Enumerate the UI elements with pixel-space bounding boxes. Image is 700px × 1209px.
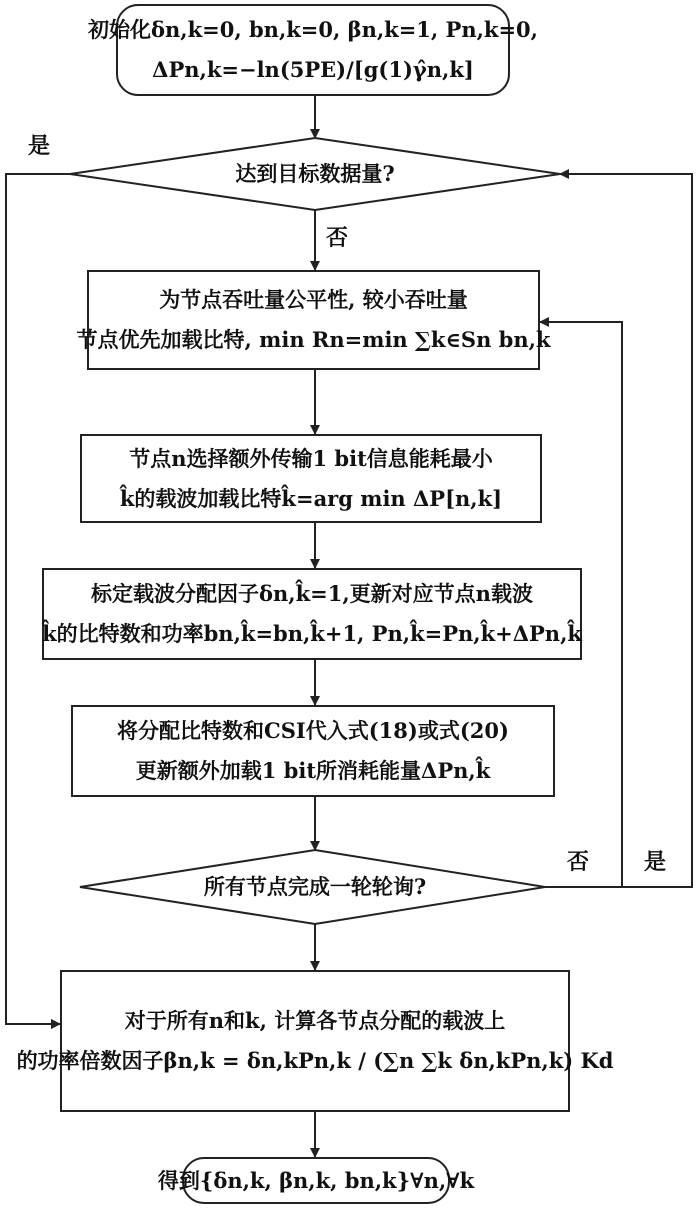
result-node [157,1157,475,1204]
mark-line-2: k̂的比特数和功率bn,k̂=bn,k̂+1, Pn,k̂=Pn,k̂+ΔPn,k̂ [42,621,582,646]
compute-line-1: 对于所有n和k, 计算各节点分配的载波上 [124,1008,506,1033]
edge-label-round-yes: 是 [644,849,667,875]
select-line-2: k̂的载波加载比特k̂=arg min ΔP[n,k] [119,485,503,511]
decision-target-label: 达到目标数据量? [235,161,395,186]
fairness-node [76,270,551,370]
update-line-1: 将分配比特数和CSI代入式(18)或式(20) [117,718,509,743]
edge-label-round-no: 否 [567,849,590,875]
update-line-2: 更新额外加载1 bit所消耗能量ΔPn,k̂ [135,758,491,783]
fairness-line-1: 为节点吞吐量公平性, 较小吞吐量 [159,287,468,312]
compute-line-2: 的功率倍数因子βn,k = δn,kPn,k / (∑n ∑k δn,kPn,k) Kd [16,1048,614,1073]
fairness-line-2: 节点优先加载比特, min Rn=min ∑k∈Sn bn,k [76,327,551,352]
init-node [88,4,538,96]
arrow-round-yes-to-target [560,174,692,887]
select-node [80,434,542,523]
init-line-1: 初始化δn,k=0, bn,k=0, βn,k=1, Pn,k=0, [88,17,538,42]
mark-node [42,568,582,660]
result-text: 得到{δn,k, βn,k, bn,k}∀n,∀k [157,1167,475,1193]
compute-node [16,970,614,1112]
select-line-1: 节点n选择额外传输1 bit信息能耗最小 [129,445,493,471]
init-line-2: ΔPn,k=−ln(5PE)/[g(1)γ̂n,k] [152,57,474,82]
update-node [71,705,555,797]
edge-label-target-no: 否 [326,225,349,251]
decision-round-label: 所有节点完成一轮轮询? [203,874,427,899]
mark-line-1: 标定载波分配因子δn,k̂=1,更新对应节点n载波 [91,581,533,606]
edge-label-target-yes: 是 [28,133,51,159]
